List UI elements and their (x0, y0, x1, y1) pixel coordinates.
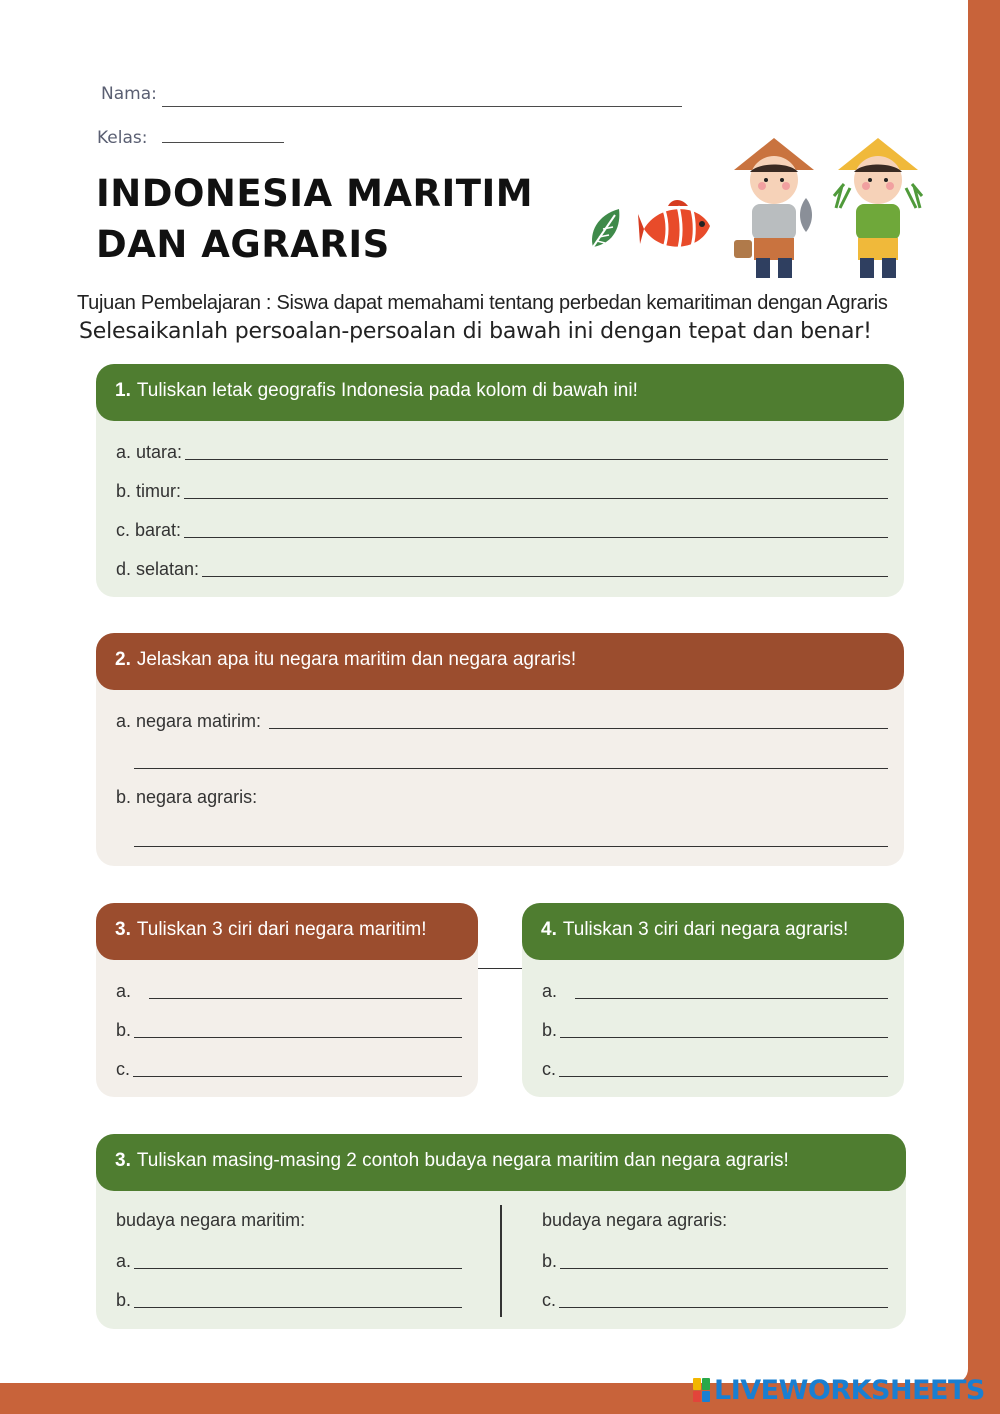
question-1-card (96, 364, 904, 597)
question-text: Jelaskan apa itu negara maritim dan negara agraris! (136, 649, 577, 670)
answer-line[interactable] (184, 536, 888, 538)
answer-line[interactable] (149, 997, 462, 999)
answer-row[interactable] (542, 1014, 888, 1040)
answer-label: c. (542, 1290, 557, 1310)
answer-row[interactable] (542, 1245, 888, 1271)
fish-icon (638, 196, 720, 262)
liveworksheets-logo (693, 1373, 985, 1407)
answer-line[interactable] (269, 727, 888, 729)
answer-line[interactable] (134, 845, 888, 847)
answer-label: a. negara matirim: (116, 711, 262, 731)
answer-line[interactable] (559, 1075, 888, 1077)
answer-row[interactable] (116, 475, 888, 501)
question-text: Tuliskan 3 ciri dari negara agraris! (562, 919, 849, 940)
question-number: 2. (115, 649, 131, 670)
brand-mark-icon (693, 1378, 710, 1402)
answer-label: b. timur: (116, 481, 182, 501)
answer-row[interactable] (116, 705, 888, 731)
question-5-header (96, 1134, 906, 1191)
answer-label: b. (116, 1020, 132, 1040)
fisherman-boy-icon (728, 136, 820, 280)
answer-row[interactable] (116, 1014, 462, 1040)
answer-label: b. (542, 1251, 558, 1271)
class-label: Kelas: (97, 128, 148, 148)
question-4-header (522, 903, 904, 960)
brand-text: LIVEWORKSHEETS (714, 1374, 985, 1406)
answer-row[interactable] (116, 1053, 462, 1079)
answer-label: b. (116, 1290, 132, 1310)
answer-line[interactable] (134, 1306, 462, 1308)
connector-line (478, 967, 522, 969)
answer-line[interactable] (559, 1306, 888, 1308)
question-3-header (96, 903, 478, 960)
column-divider (500, 1205, 502, 1317)
answer-label: b. (542, 1020, 558, 1040)
answer-label: b. negara agraris: (116, 787, 258, 807)
name-label: Nama: (101, 84, 157, 104)
answer-label: c. (542, 1059, 557, 1079)
page-title: INDONESIA MARITIM DAN AGRARIS (96, 172, 534, 266)
answer-line[interactable] (560, 1267, 888, 1269)
answer-label: a. (116, 981, 132, 1001)
answer-row[interactable] (116, 1245, 462, 1271)
answer-line[interactable] (134, 1267, 462, 1269)
learning-objective: Tujuan Pembelajaran : Siswa dapat memahami tentang perbedan kemaritiman dengan Agraris (77, 292, 888, 314)
answer-line[interactable] (134, 767, 888, 769)
answer-label: a. (116, 1251, 132, 1271)
answer-row[interactable] (542, 1284, 888, 1310)
question-text: Tuliskan letak geografis Indonesia pada kolom di bawah ini! (136, 380, 638, 401)
question-number: 4. (541, 919, 557, 940)
name-input-line[interactable] (162, 105, 682, 107)
answer-row[interactable] (116, 553, 888, 579)
question-1-header (96, 364, 904, 421)
farmer-boy-icon (832, 136, 924, 280)
answer-row[interactable] (116, 514, 888, 540)
question-number: 3. (115, 1150, 131, 1171)
question-2-card (96, 633, 904, 866)
answer-row[interactable] (542, 1053, 888, 1079)
answer-line[interactable] (184, 497, 888, 499)
answer-label: d. selatan: (116, 559, 200, 579)
answer-line[interactable] (560, 1036, 888, 1038)
answer-line[interactable] (202, 575, 888, 577)
maritime-culture-label: budaya negara maritim: (116, 1210, 306, 1230)
question-4-card (522, 903, 904, 1097)
answer-label: a. utara: (116, 442, 183, 462)
question-text: Tuliskan masing-masing 2 contoh budaya negara maritim dan negara agraris! (136, 1150, 789, 1171)
answer-line[interactable] (185, 458, 888, 460)
question-number: 1. (115, 380, 131, 401)
class-input-line[interactable] (162, 141, 284, 143)
question-number: 3. (115, 919, 131, 940)
answer-label: a. (542, 981, 558, 1001)
leaf-icon (585, 205, 627, 253)
answer-line[interactable] (133, 1075, 462, 1077)
question-3-card (96, 903, 478, 1097)
answer-label: c. (116, 1059, 131, 1079)
answer-row[interactable] (116, 1284, 462, 1310)
question-text: Tuliskan 3 ciri dari negara maritim! (136, 919, 427, 940)
agrarian-culture-label: budaya negara agraris: (542, 1210, 728, 1230)
question-2-header (96, 633, 904, 690)
answer-row[interactable] (116, 436, 888, 462)
answer-label: c. barat: (116, 520, 182, 540)
answer-row[interactable] (116, 975, 462, 1001)
instruction-text: Selesaikanlah persoalan-persoalan di bawah ini dengan tepat dan benar! (79, 319, 872, 344)
answer-line[interactable] (575, 997, 888, 999)
answer-line[interactable] (134, 1036, 462, 1038)
answer-row[interactable] (542, 975, 888, 1001)
